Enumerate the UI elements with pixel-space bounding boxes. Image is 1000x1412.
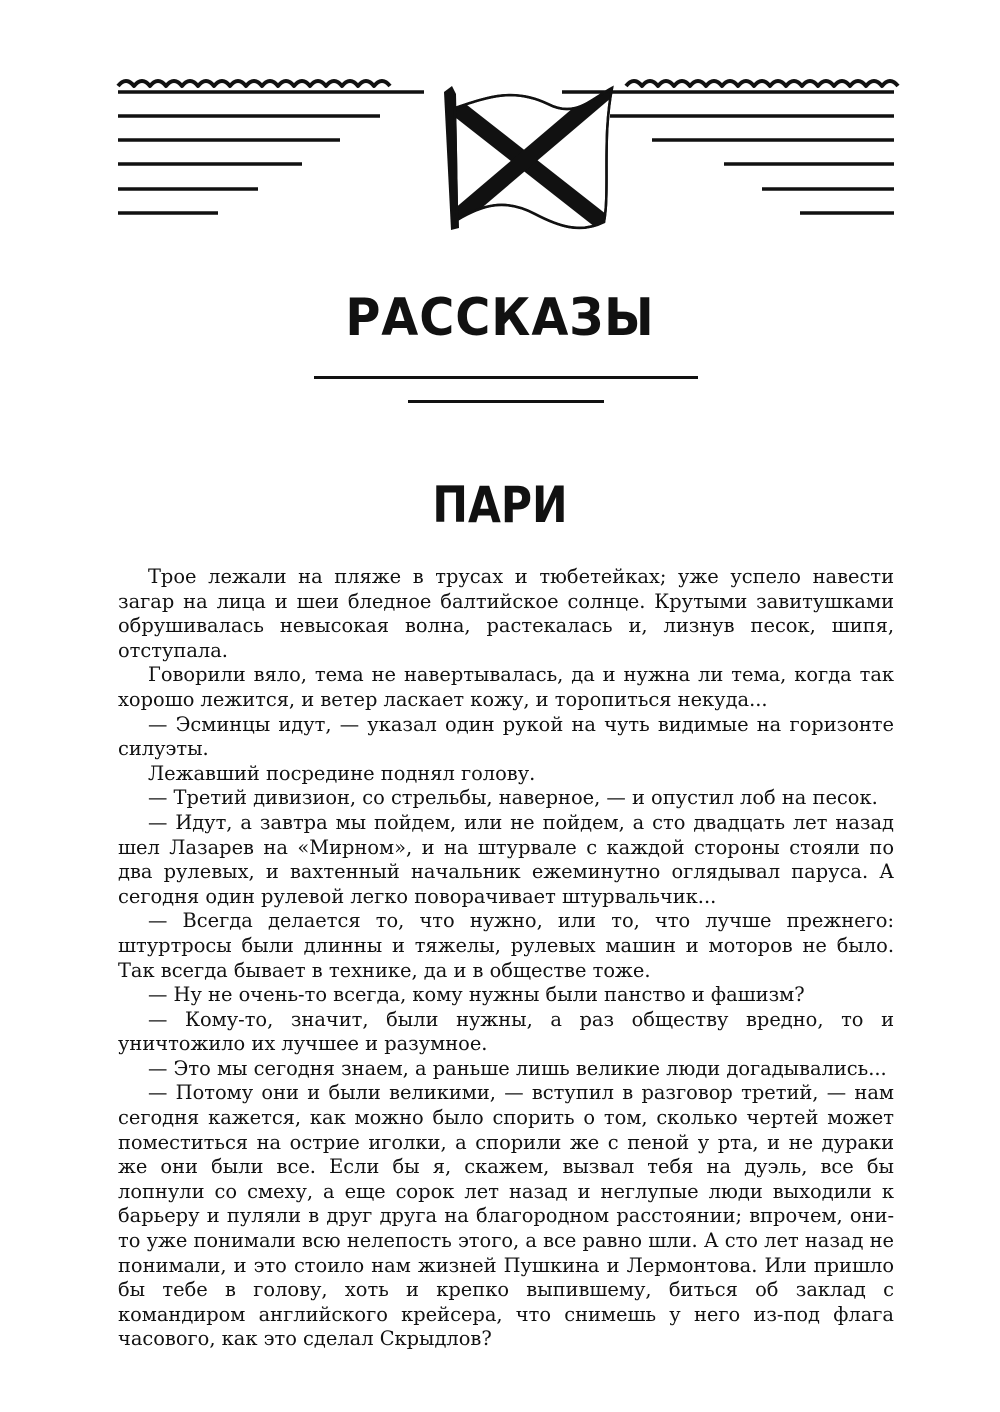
title-rule-long xyxy=(314,376,698,379)
paragraph: — Третий дивизион, со стрельбы, наверное, — и опустил лоб на песок. xyxy=(148,786,878,810)
paragraph: — Ну не очень-то всегда, кому нужны были панство и фашизм? xyxy=(148,983,805,1007)
title-rule-short xyxy=(408,400,604,403)
st-andrew-flag-icon xyxy=(444,86,612,230)
right-lines-decoration xyxy=(562,92,894,213)
paragraph: Трое лежали на пляже в трусах и тюбетейках; уже успело навести загар на лица и шеи бледное балтийское солнце. Крутыми завитушками обрушивалась невысокая волна, растекалась и, лизнув песок, шипя, отступала. xyxy=(118,565,894,662)
paragraph: — Всегда делается то, что нужно, или то, что лучше прежнего: штуртросы были длинны и тяжелы, рулевых машин и моторов не было. Так всегда бывает в технике, да и в обществе тоже. xyxy=(118,909,894,982)
story-title: ПАРИ xyxy=(432,476,568,534)
paragraph: — Потому они и были великими, — вступил в разговор третий, — нам сегодня кажется, как можно было спорить о том, сколько чертей может поместиться на острие иголки, а спорили же с пеной у рта, и не дураки же они были все. Если бы я, скажем, вызвал тебя на дуэль, все бы лопнули со смеху, а еще сорок лет назад и неглупые люди выходили к барьеру и пуляли в друг друга на благородном расстоянии; впрочем, они-то уже понимали всю нелепость этого, а все равно шли. А сто лет назад не понимали, и это стоило нам жизней Пушкина и Лермонтова. Или пришло бы тебе в голову, хоть и крепко выпившему, биться об заклад с командиром английского крейсера, что снимешь у него из-под флага часового, как это сделал Скрыдлов? xyxy=(118,1081,894,1351)
left-waves-decoration xyxy=(118,81,390,86)
paragraph: Говорили вяло, тема не навертывалась, да и нужна ли тема, когда так хорошо лежится, и ветер ласкает кожу, и торопиться некуда... xyxy=(118,663,894,711)
paragraph: — Эсминцы идут, — указал один рукой на чуть видимые на горизонте силуэты. xyxy=(118,712,894,761)
paragraph: — Это мы сегодня знаем, а раньше лишь великие люди догадывались... xyxy=(148,1056,887,1080)
right-waves-decoration xyxy=(626,81,898,86)
header-ornament xyxy=(0,0,1000,260)
paragraph: Лежавший посредине поднял голову. xyxy=(148,761,536,785)
paragraph: — Кому-то, значит, были нужны, а раз обществу вредно, то и уничтожило их лучшее и разумное. xyxy=(118,1007,894,1056)
story-body xyxy=(118,565,894,1352)
left-lines-decoration xyxy=(118,92,424,213)
paragraph: — Идут, а завтра мы пойдем, или не пойдем, а сто двадцать лет назад шел Лазарев на «Мирном», и на штурвале с каждой стороны стояли по два рулевых, и вахтенный начальник ежеминутно оглядывал паруса. А сегодня один рулевой легко поворачивает штурвальчик... xyxy=(118,810,894,908)
section-title: РАССКАЗЫ xyxy=(345,288,655,348)
